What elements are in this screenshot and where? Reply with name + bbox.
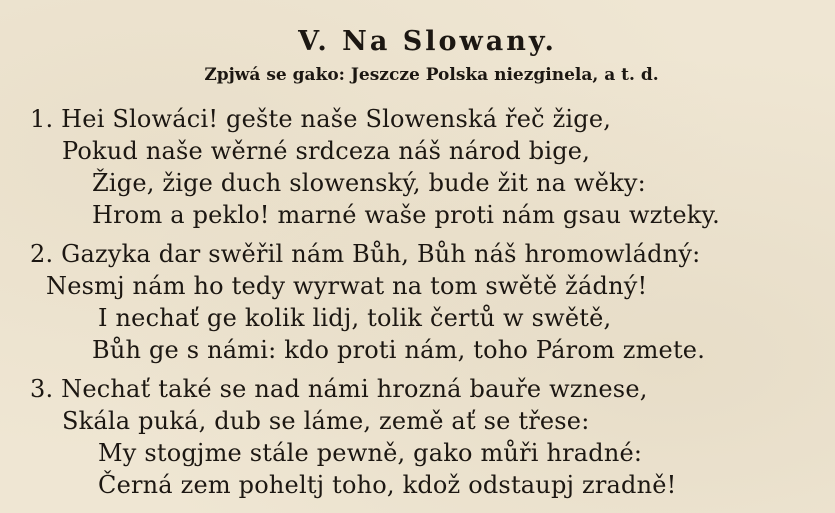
stanza-3-line-2: Skála puká, dub se láme, země ať se třese: (62, 407, 590, 435)
stanza-2-line-3: I nechať ge kolik lidj, tolik čertů w swětě, (98, 304, 612, 332)
poem-subtitle: Zpjwá se gako: Jeszcze Polska niezginela, a t. d. (204, 65, 659, 85)
stanza-3-line-4: Černá zem poheltj toho, kdož odstaupj zradně! (98, 471, 677, 499)
verse-text: Gazyka dar swěřil nám Bůh, Bůh náš hromowládný: (61, 240, 701, 268)
verse-text: Nechať také se nad námi hrozná bauře wznese, (61, 375, 648, 403)
stanza-2-line-4: Bůh ge s námi: kdo proti nám, toho Párom zmete. (92, 336, 706, 364)
verse-text: Hei Slowáci! gešte naše Slowenská řeč žige, (61, 105, 612, 133)
stanza-1-line-4: Hrom a peklo! marné waše proti nám gsau wzteky. (92, 201, 720, 229)
stanza-number: 1. (30, 105, 54, 133)
stanza-3-line-1 (30, 373, 648, 405)
stanza-1-line-3: Žige, žige duch slowenský, bude žit na wěky: (92, 169, 646, 197)
stanza-2-line-2: Nesmj nám ho tedy wyrwat na tom swětě žádný! (46, 272, 648, 300)
stanza-2-line-1 (30, 238, 700, 270)
stanza-number: 3. (30, 375, 54, 403)
stanza-1-line-2: Pokud naše wěrné srdceza náš národ bige, (62, 137, 591, 165)
stanza-1-line-1 (30, 103, 611, 135)
stanza-number: 2. (30, 240, 54, 268)
stanza-3-line-3: My stogjme stále pewně, gako můři hradné: (98, 439, 643, 467)
poem-title: V. Na Slowany. (298, 26, 557, 57)
